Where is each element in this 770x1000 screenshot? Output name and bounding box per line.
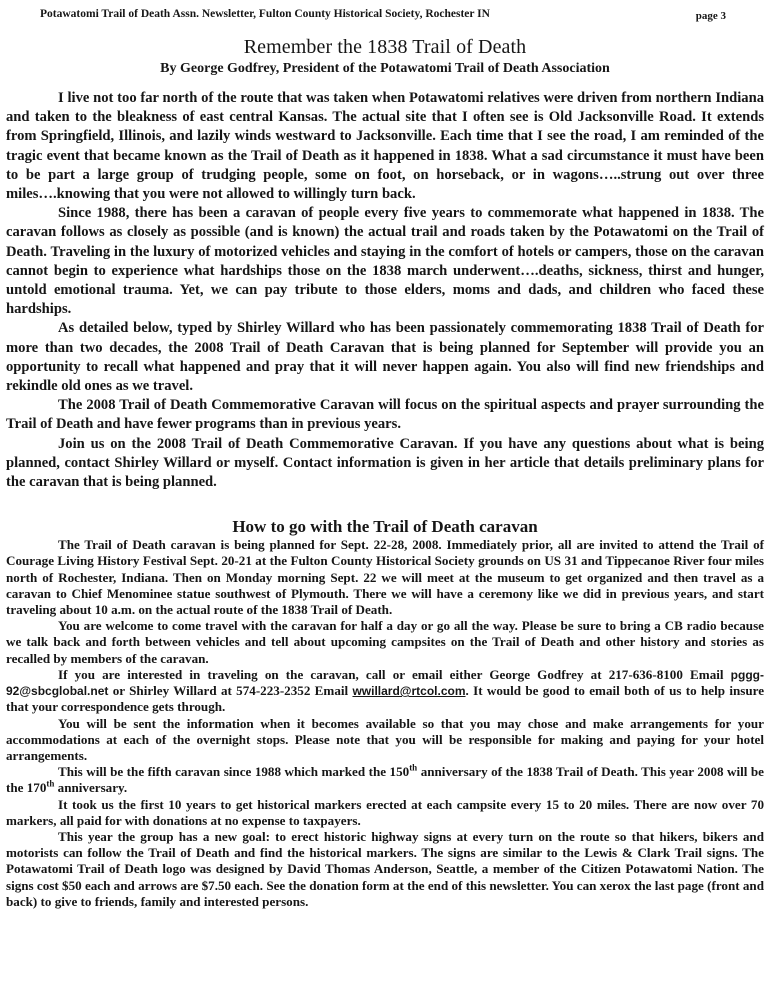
running-header	[6, 6, 764, 26]
paragraph: This year the group has a new goal: to erect historic highway signs at every turn on the route so that hikers, bikers and motorists can follow the Trail of Death and find the historical markers. The signs are similar to the Lewis & Clark Trail signs. The Potawatomi Trail of Death logo was designed by David Thomas Anderson, Seattle, a member of the Citizen Potawatomi Nation. The signs cost $50 each and arrows are $7.50 each. See the donation form at the end of this newsletter. You can xerox the last page (front and back) to give to friends, family and interested persons.	[6, 828, 764, 909]
paragraph: Join us on the 2008 Trail of Death Commemorative Caravan. If you have any questions about what is being planned, contact Shirley Willard or myself. Contact information is given in her article that details preliminary plans for the caravan that is being planned.	[6, 435, 764, 491]
anniversary-text: anniversary.	[54, 780, 128, 796]
article-remember-1838	[6, 36, 764, 492]
page-number: page 3	[695, 10, 726, 22]
section-heading: How to go with the Trail of Death caravan	[232, 517, 538, 537]
article-how-to-go	[6, 517, 764, 910]
article-byline: By George Godfrey, President of the Potawatomi Trail of Death Association	[160, 61, 610, 76]
paragraph: Since 1988, there has been a caravan of people every five years to commemorate what happened in 1838. The caravan follows as closely as possible (and is known) the actual trail and roads taken by the Potawatomi on the Trail of Death. Traveling in the luxury of motorized vehicles and staying in the comfort of hotels or campers, those on the caravan cannot begin to experience what hardships those on the 1838 march underwent….deaths, sickness, thirst and hunger, untold emotional trauma. Yet, we can pay tribute to those elders, moms and dads, and children who faced these hardships.	[6, 205, 764, 318]
paragraph: It took us the first 10 years to get historical markers erected at each campsite every 15 to 20 miles. There are now over 70 markers, all paid for with donations at no expense to taxpayers.	[6, 796, 764, 828]
paragraph-anniversary	[6, 764, 764, 796]
paragraph-contact	[6, 667, 764, 716]
paragraph: You are welcome to come travel with the caravan for half a day or go all the way. Please be sure to bring a CB radio because we talk back and forth between vehicles and tell about upcoming campsites on the Trail of Death and other history and stories as recalled by members of the caravan.	[6, 618, 764, 666]
email-link-godfrey[interactable]: pggg-92@sbcglobal.net	[6, 667, 764, 699]
ordinal-suffix: th	[46, 778, 55, 789]
contact-text: . It would be good to email both of us to help insure that your correspondence gets through.	[6, 683, 765, 715]
paragraph: The 2008 Trail of Death Commemorative Caravan will focus on the spiritual aspects and prayer surrounding the Trail of Death and have fewer programs than in previous years.	[6, 397, 764, 433]
paragraph: I live not too far north of the route that was taken when Potawatomi relatives were driven from northern Indiana and taken to the bleakness of east central Kansas. The actual site that I often see is Old Jacksonville Road. It extends from Springfield, Illinois, and lazily winds westward to Jacksonville. Each time that I see the road, I am reminded of the tragic event that became known as the Trail of Death as it happened in 1838. What a sad circumstance it must have been to be part a large group of trudging people, some on foot, on horseback, or in wagons…..strung out over three miles….knowing that you were not allowed to willingly turn back.	[6, 90, 764, 203]
ordinal-suffix: th	[409, 762, 418, 773]
article-title: Remember the 1838 Trail of Death	[243, 36, 527, 58]
header-publication: Potawatomi Trail of Death Assn. Newsletter, Fulton County Historical Society, Rochester IN	[40, 8, 490, 20]
anniversary-text: This will be the fifth caravan since 1988 which marked the 150	[58, 764, 410, 780]
paragraph: You will be sent the information when it becomes available so that you may chose and make arrangements for your accommodations at each of the overnight stops. Please note that you will be responsible for making and paying for your hotel arrangements.	[6, 715, 764, 763]
email-link-willard[interactable]: wwillard@rtcol.com	[352, 684, 466, 699]
paragraph: The Trail of Death caravan is being planned for Sept. 22-28, 2008. Immediately prior, all are invited to attend the Trail of Courage Living History Festival Sept. 20-21 at the Fulton County Historical Society grounds on US 31 and Tippecanoe River four miles north of Rochester, Indiana. Then on Monday morning Sept. 22 we will meet at the museum to get organized and then travel as a caravan to Chief Menominee statue southwest of Plymouth. There we will have a ceremony like we did in previous years, and start traveling about 10 a.m. on the actual route of the 1838 Trail of Death.	[6, 537, 764, 618]
contact-text: or Shirley Willard at 574-223-2352 Email	[108, 683, 353, 699]
contact-text: If you are interested in traveling on the caravan, call or email either George Godfrey at 217-636-8100 Email	[58, 666, 731, 682]
anniversary-text: anniversary of the 1838 Trail of Death. This year 2008 will be the 170	[6, 764, 764, 796]
paragraph: As detailed below, typed by Shirley Willard who has been passionately commemorating 1838 Trail of Death for more than two decades, the 2008 Trail of Death Caravan that is being planned for September will provide you an opportunity to recall what happened and pray that it will never happen again. You also will find new friendships and rekindle old ones as we travel.	[6, 320, 764, 395]
